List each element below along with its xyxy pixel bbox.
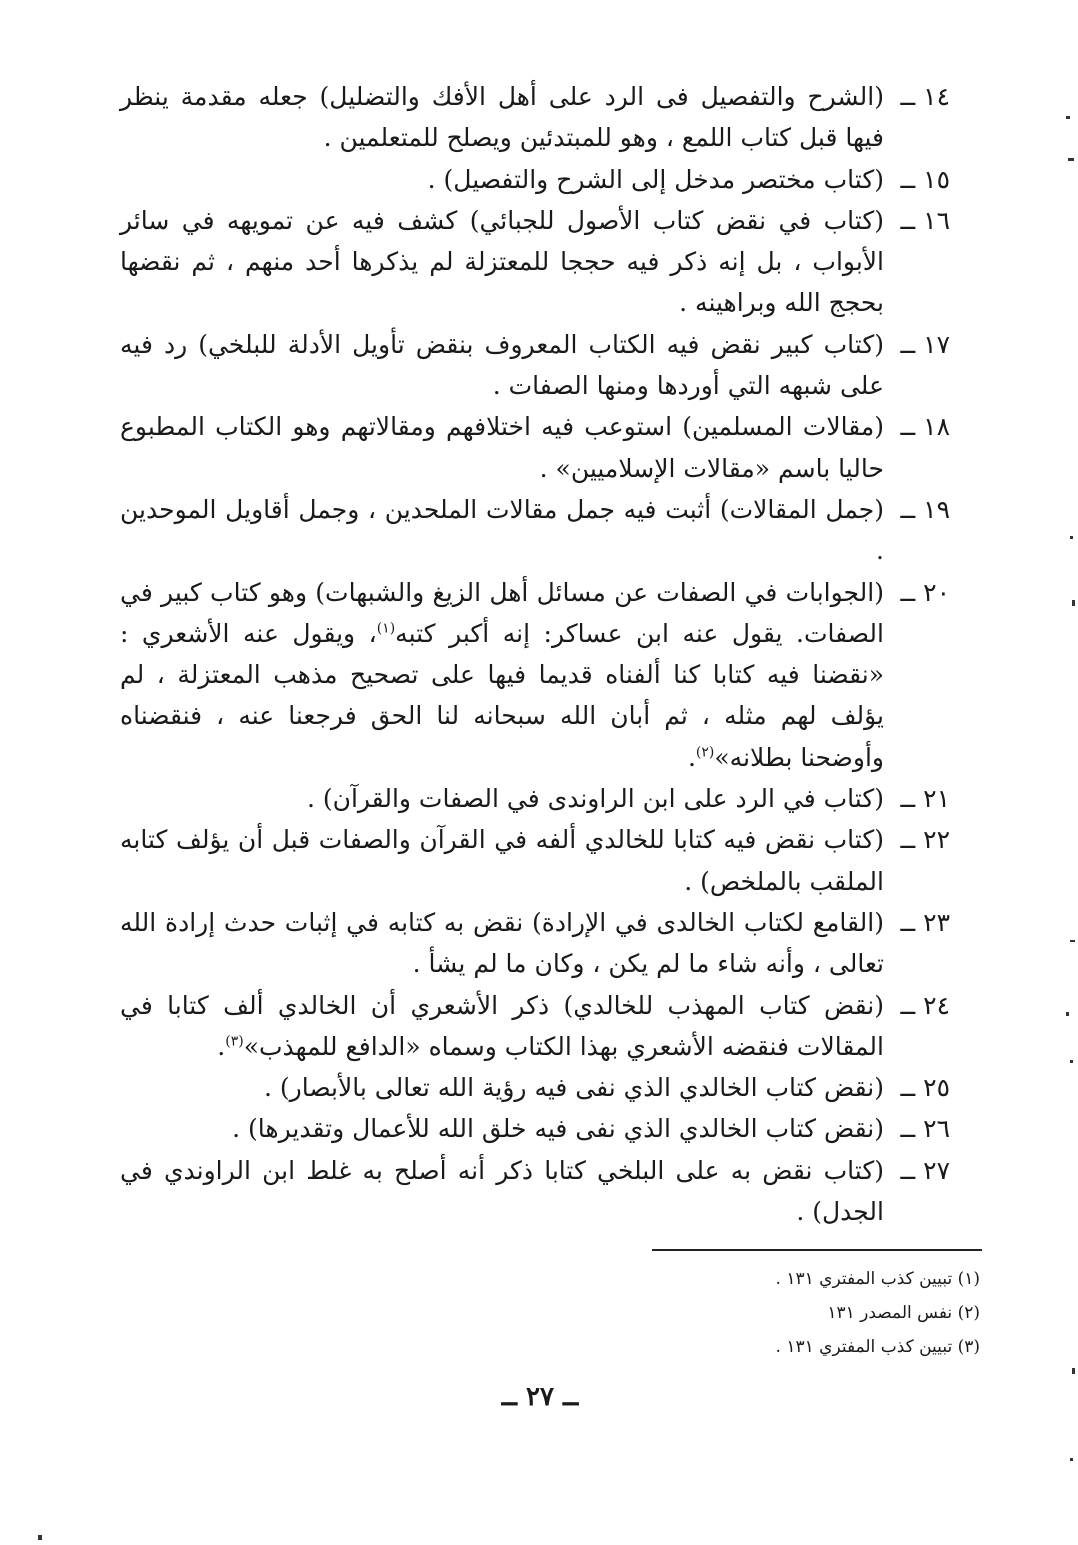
- item-number: ١٧ ــ: [900, 329, 950, 359]
- list-item: [120, 1150, 950, 1233]
- footnote-ref: (٢): [695, 744, 715, 761]
- item-text: (نقض كتاب الخالدي الذي نفى فيه خلق الله للأعمال وتقديرها) .: [232, 1114, 884, 1144]
- item-text: .: [217, 1031, 226, 1061]
- item-number: ١٨ ــ: [900, 412, 950, 442]
- list-item: [120, 819, 950, 902]
- item-text: (كتاب في الرد على ابن الراوندى في الصفات والقرآن) .: [306, 784, 884, 814]
- list-item: [120, 902, 950, 985]
- item-text: ، ويقول عنه الأشعري : «نقضنا فيه كتابا كنا ألفناه قديما فيها على تصحيح مذهب المعتزلة ، لم يؤلف لهم مثله ، ثم أبان الله سبحانه لنا الحق فرجعنا عنه ، فنقضناه وأوضحنا بطلانه»: [120, 618, 884, 772]
- list-item: [120, 200, 950, 324]
- footnote: (٢) نفس المصدر ١٣١: [827, 1303, 980, 1323]
- list-item: [120, 778, 950, 819]
- footnote-ref: (١): [376, 620, 396, 637]
- scan-speck: [1070, 536, 1073, 539]
- item-text: (نقض كتاب الخالدي الذي نفى فيه رؤية الله تعالى بالأبصار) .: [264, 1073, 884, 1103]
- footnote: (٣) تبيين كذب المفتري ١٣١ .: [775, 1337, 980, 1357]
- item-text: .: [687, 742, 696, 772]
- item-text: (جمل المقالات) أثبت فيه جمل مقالات الملحدين ، وجمل أقاويل الموحدين .: [120, 494, 884, 566]
- scan-speck: [1072, 600, 1075, 606]
- item-text: (الجوابات في الصفات عن مسائل أهل الزيغ والشبهات) وهو كتاب كبير في الصفات. يقول عنه ابن عساكر: إنه أكبر كتبه: [120, 577, 884, 648]
- list-item: [120, 159, 950, 200]
- footnote-ref: (٣): [225, 1033, 244, 1050]
- item-text: (مقالات المسلمين) استوعب فيه اختلافهم ومقالاتهم وهو الكتاب المطبوع حاليا باسم «مقالات الإسلاميين» .: [120, 412, 884, 483]
- footnote-divider: [652, 1249, 982, 1251]
- item-text: (كتاب مختصر مدخل إلى الشرح والتفصيل) .: [427, 164, 884, 194]
- item-text: (كتاب نقض فيه كتابا للخالدي ألفه في القرآن والصفات قبل أن يؤلف كتابه الملقب بالملخص) .: [120, 825, 884, 896]
- item-number: ٢١ ــ: [900, 784, 950, 814]
- list-item: [120, 406, 950, 489]
- footnotes: [500, 1262, 980, 1364]
- item-number: ٢٦ ــ: [900, 1114, 950, 1144]
- scan-speck: [1068, 158, 1074, 161]
- item-number: ٢٧ ــ: [900, 1155, 950, 1185]
- scan-speck: [1070, 940, 1075, 942]
- scan-speck: [1070, 1060, 1073, 1063]
- list-item: [120, 572, 950, 778]
- scan-speck: [1066, 1012, 1069, 1016]
- main-text: [120, 76, 950, 1232]
- item-text: (الشرح والتفصيل فى الرد على أهل الأفك والتضليل) جعله مقدمة ينظر فيها قبل كتاب اللمع ، وهو للمبتدئين ويصلح للمتعلمين .: [120, 82, 884, 153]
- scan-speck: [1072, 1368, 1075, 1374]
- list-item: [120, 1108, 950, 1149]
- list-item: [120, 985, 950, 1068]
- list-item: [120, 489, 950, 572]
- item-text: (كتاب في نقض كتاب الأصول للجبائي) كشف فيه عن تمويهه في سائر الأبواب ، بل إنه ذكر فيه حججا للمعتزلة لم يذكرها أحد منهم ، ثم نقضها بحجج الله وبراهينه .: [120, 205, 884, 318]
- scan-speck: [1066, 116, 1070, 119]
- item-number: ١٤ ــ: [900, 82, 950, 111]
- item-number: ٢٢ ــ: [900, 825, 950, 855]
- page-number: ــ ٢٧ ــ: [501, 1382, 579, 1412]
- item-number: ١٥ ــ: [900, 164, 950, 194]
- scan-speck: [1070, 1458, 1073, 1461]
- item-text: (القامع لكتاب الخالدى في الإرادة) نقض به كتابه في إثبات حدث إرادة الله تعالى ، وأنه شاء ما لم يكن ، وكان ما لم يشأ .: [120, 907, 884, 979]
- item-number: ٢٠ ــ: [900, 577, 950, 607]
- list-item: [120, 1067, 950, 1108]
- item-text: (نقض كتاب المهذب للخالدي) ذكر الأشعري أن الخالدي ألف كتابا في المقالات فنقضه الأشعري بهذا الكتاب وسماه «الدافع للمهذب»: [120, 990, 884, 1061]
- footnote: (١) تبيين كذب المفتري ١٣١ .: [775, 1269, 980, 1289]
- list-item: [120, 324, 950, 407]
- item-number: ٢٥ ــ: [900, 1073, 950, 1103]
- item-number: ٢٤ ــ: [900, 990, 950, 1020]
- item-text: (كتاب كبير نقض فيه الكتاب المعروف بنقض تأويل الأدلة للبلخي) رد فيه على شبهه التي أوردها ومنها الصفات .: [120, 329, 884, 401]
- item-number: ١٦ ــ: [900, 205, 950, 235]
- list-item: [120, 76, 950, 159]
- item-text: (كتاب نقض به على البلخي كتابا ذكر أنه أصلح به غلط ابن الراوندي في الجدل) .: [120, 1155, 884, 1227]
- item-number: ١٩ ــ: [900, 494, 950, 524]
- item-number: ٢٣ ــ: [900, 907, 950, 937]
- scan-speck: [38, 1535, 42, 1540]
